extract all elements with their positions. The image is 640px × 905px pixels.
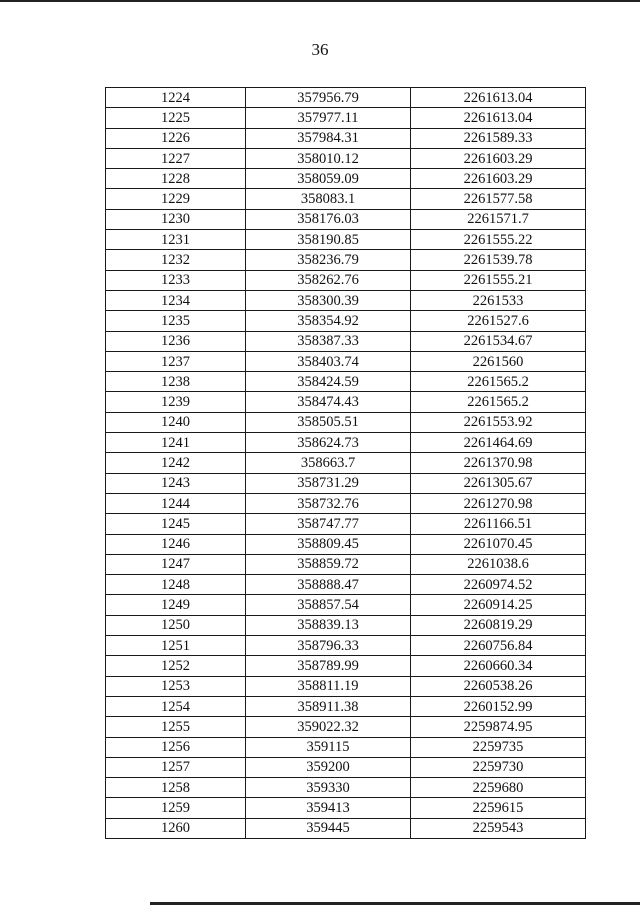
y-coordinate-cell: 2261370.98 [411, 453, 586, 473]
table-row [106, 575, 586, 595]
y-coordinate-cell: 2261555.21 [411, 270, 586, 290]
x-coordinate-cell: 358176.03 [246, 209, 411, 229]
y-coordinate-cell: 2261613.04 [411, 88, 586, 108]
table-row [106, 128, 586, 148]
x-coordinate-cell: 358236.79 [246, 250, 411, 270]
x-coordinate-cell: 358624.73 [246, 433, 411, 453]
point-number-cell: 1236 [106, 331, 246, 351]
y-coordinate-cell: 2261270.98 [411, 493, 586, 513]
scan-edge-top [0, 0, 640, 2]
x-coordinate-cell: 358354.92 [246, 311, 411, 331]
point-number-cell: 1251 [106, 636, 246, 656]
y-coordinate-cell: 2261603.29 [411, 148, 586, 168]
y-coordinate-cell: 2259874.95 [411, 717, 586, 737]
y-coordinate-cell: 2260756.84 [411, 636, 586, 656]
y-coordinate-cell: 2261577.58 [411, 189, 586, 209]
y-coordinate-cell: 2259543 [411, 818, 586, 838]
y-coordinate-cell: 2261553.92 [411, 412, 586, 432]
table-row [106, 148, 586, 168]
y-coordinate-cell: 2261038.6 [411, 554, 586, 574]
point-number-cell: 1243 [106, 473, 246, 493]
table-row [106, 433, 586, 453]
point-number-cell: 1247 [106, 554, 246, 574]
y-coordinate-cell: 2261571.7 [411, 209, 586, 229]
x-coordinate-cell: 359115 [246, 737, 411, 757]
y-coordinate-cell: 2261560 [411, 351, 586, 371]
y-coordinate-cell: 2261464.69 [411, 433, 586, 453]
table-row [106, 493, 586, 513]
y-coordinate-cell: 2261534.67 [411, 331, 586, 351]
y-coordinate-cell: 2259735 [411, 737, 586, 757]
point-number-cell: 1227 [106, 148, 246, 168]
table-row [106, 615, 586, 635]
point-number-cell: 1256 [106, 737, 246, 757]
x-coordinate-cell: 357984.31 [246, 128, 411, 148]
point-number-cell: 1237 [106, 351, 246, 371]
y-coordinate-cell: 2260152.99 [411, 696, 586, 716]
y-coordinate-cell: 2261555.22 [411, 230, 586, 250]
point-number-cell: 1241 [106, 433, 246, 453]
point-number-cell: 1240 [106, 412, 246, 432]
point-number-cell: 1226 [106, 128, 246, 148]
table-row [106, 230, 586, 250]
table-row [106, 290, 586, 310]
x-coordinate-cell: 358190.85 [246, 230, 411, 250]
table-row [106, 88, 586, 108]
table-row [106, 818, 586, 838]
table-row [106, 412, 586, 432]
point-number-cell: 1238 [106, 372, 246, 392]
x-coordinate-cell: 358888.47 [246, 575, 411, 595]
table-row [106, 656, 586, 676]
table-row [106, 717, 586, 737]
x-coordinate-cell: 358857.54 [246, 595, 411, 615]
point-number-cell: 1253 [106, 676, 246, 696]
table-row [106, 737, 586, 757]
point-number-cell: 1225 [106, 108, 246, 128]
x-coordinate-cell: 358811.19 [246, 676, 411, 696]
table-row [106, 514, 586, 534]
point-number-cell: 1254 [106, 696, 246, 716]
x-coordinate-cell: 358839.13 [246, 615, 411, 635]
table-row [106, 189, 586, 209]
point-number-cell: 1257 [106, 757, 246, 777]
x-coordinate-cell: 358731.29 [246, 473, 411, 493]
point-number-cell: 1245 [106, 514, 246, 534]
x-coordinate-cell: 358809.45 [246, 534, 411, 554]
y-coordinate-cell: 2261589.33 [411, 128, 586, 148]
x-coordinate-cell: 358262.76 [246, 270, 411, 290]
y-coordinate-cell: 2260660.34 [411, 656, 586, 676]
x-coordinate-cell: 358403.74 [246, 351, 411, 371]
point-number-cell: 1239 [106, 392, 246, 412]
coordinates-table-body [106, 88, 586, 839]
table-row [106, 595, 586, 615]
table-row [106, 209, 586, 229]
y-coordinate-cell: 2259730 [411, 757, 586, 777]
table-row [106, 696, 586, 716]
x-coordinate-cell: 358083.1 [246, 189, 411, 209]
point-number-cell: 1231 [106, 230, 246, 250]
point-number-cell: 1224 [106, 88, 246, 108]
point-number-cell: 1230 [106, 209, 246, 229]
x-coordinate-cell: 358059.09 [246, 169, 411, 189]
point-number-cell: 1258 [106, 778, 246, 798]
point-number-cell: 1228 [106, 169, 246, 189]
y-coordinate-cell: 2260538.26 [411, 676, 586, 696]
x-coordinate-cell: 359413 [246, 798, 411, 818]
table-row [106, 554, 586, 574]
table-row [106, 311, 586, 331]
table-row [106, 372, 586, 392]
y-coordinate-cell: 2259680 [411, 778, 586, 798]
x-coordinate-cell: 358010.12 [246, 148, 411, 168]
y-coordinate-cell: 2261539.78 [411, 250, 586, 270]
table-row [106, 351, 586, 371]
y-coordinate-cell: 2261166.51 [411, 514, 586, 534]
point-number-cell: 1233 [106, 270, 246, 290]
table-row [106, 392, 586, 412]
table-row [106, 270, 586, 290]
y-coordinate-cell: 2261305.67 [411, 473, 586, 493]
x-coordinate-cell: 358474.43 [246, 392, 411, 412]
x-coordinate-cell: 357956.79 [246, 88, 411, 108]
y-coordinate-cell: 2260974.52 [411, 575, 586, 595]
table-row [106, 473, 586, 493]
x-coordinate-cell: 358859.72 [246, 554, 411, 574]
x-coordinate-cell: 357977.11 [246, 108, 411, 128]
x-coordinate-cell: 358789.99 [246, 656, 411, 676]
x-coordinate-cell: 359445 [246, 818, 411, 838]
table-row [106, 453, 586, 473]
table-row [106, 778, 586, 798]
page-number: 36 [311, 40, 329, 59]
x-coordinate-cell: 359022.32 [246, 717, 411, 737]
y-coordinate-cell: 2261565.2 [411, 372, 586, 392]
point-number-cell: 1249 [106, 595, 246, 615]
point-number-cell: 1232 [106, 250, 246, 270]
x-coordinate-cell: 358663.7 [246, 453, 411, 473]
x-coordinate-cell: 359330 [246, 778, 411, 798]
coordinates-table [105, 87, 586, 839]
x-coordinate-cell: 358300.39 [246, 290, 411, 310]
table-row [106, 169, 586, 189]
point-number-cell: 1248 [106, 575, 246, 595]
y-coordinate-cell: 2261533 [411, 290, 586, 310]
point-number-cell: 1246 [106, 534, 246, 554]
x-coordinate-cell: 358424.59 [246, 372, 411, 392]
table-row [106, 534, 586, 554]
x-coordinate-cell: 358911.38 [246, 696, 411, 716]
point-number-cell: 1250 [106, 615, 246, 635]
x-coordinate-cell: 359200 [246, 757, 411, 777]
y-coordinate-cell: 2261603.29 [411, 169, 586, 189]
point-number-cell: 1229 [106, 189, 246, 209]
table-row [106, 757, 586, 777]
y-coordinate-cell: 2260914.25 [411, 595, 586, 615]
point-number-cell: 1235 [106, 311, 246, 331]
x-coordinate-cell: 358796.33 [246, 636, 411, 656]
y-coordinate-cell: 2261565.2 [411, 392, 586, 412]
y-coordinate-cell: 2261070.45 [411, 534, 586, 554]
y-coordinate-cell: 2260819.29 [411, 615, 586, 635]
table-row [106, 250, 586, 270]
point-number-cell: 1234 [106, 290, 246, 310]
table-row [106, 108, 586, 128]
x-coordinate-cell: 358732.76 [246, 493, 411, 513]
table-row [106, 636, 586, 656]
point-number-cell: 1252 [106, 656, 246, 676]
x-coordinate-cell: 358505.51 [246, 412, 411, 432]
x-coordinate-cell: 358747.77 [246, 514, 411, 534]
point-number-cell: 1242 [106, 453, 246, 473]
table-row [106, 798, 586, 818]
y-coordinate-cell: 2261613.04 [411, 108, 586, 128]
x-coordinate-cell: 358387.33 [246, 331, 411, 351]
point-number-cell: 1259 [106, 798, 246, 818]
point-number-cell: 1244 [106, 493, 246, 513]
point-number-cell: 1260 [106, 818, 246, 838]
table-row [106, 331, 586, 351]
point-number-cell: 1255 [106, 717, 246, 737]
table-row [106, 676, 586, 696]
y-coordinate-cell: 2259615 [411, 798, 586, 818]
y-coordinate-cell: 2261527.6 [411, 311, 586, 331]
